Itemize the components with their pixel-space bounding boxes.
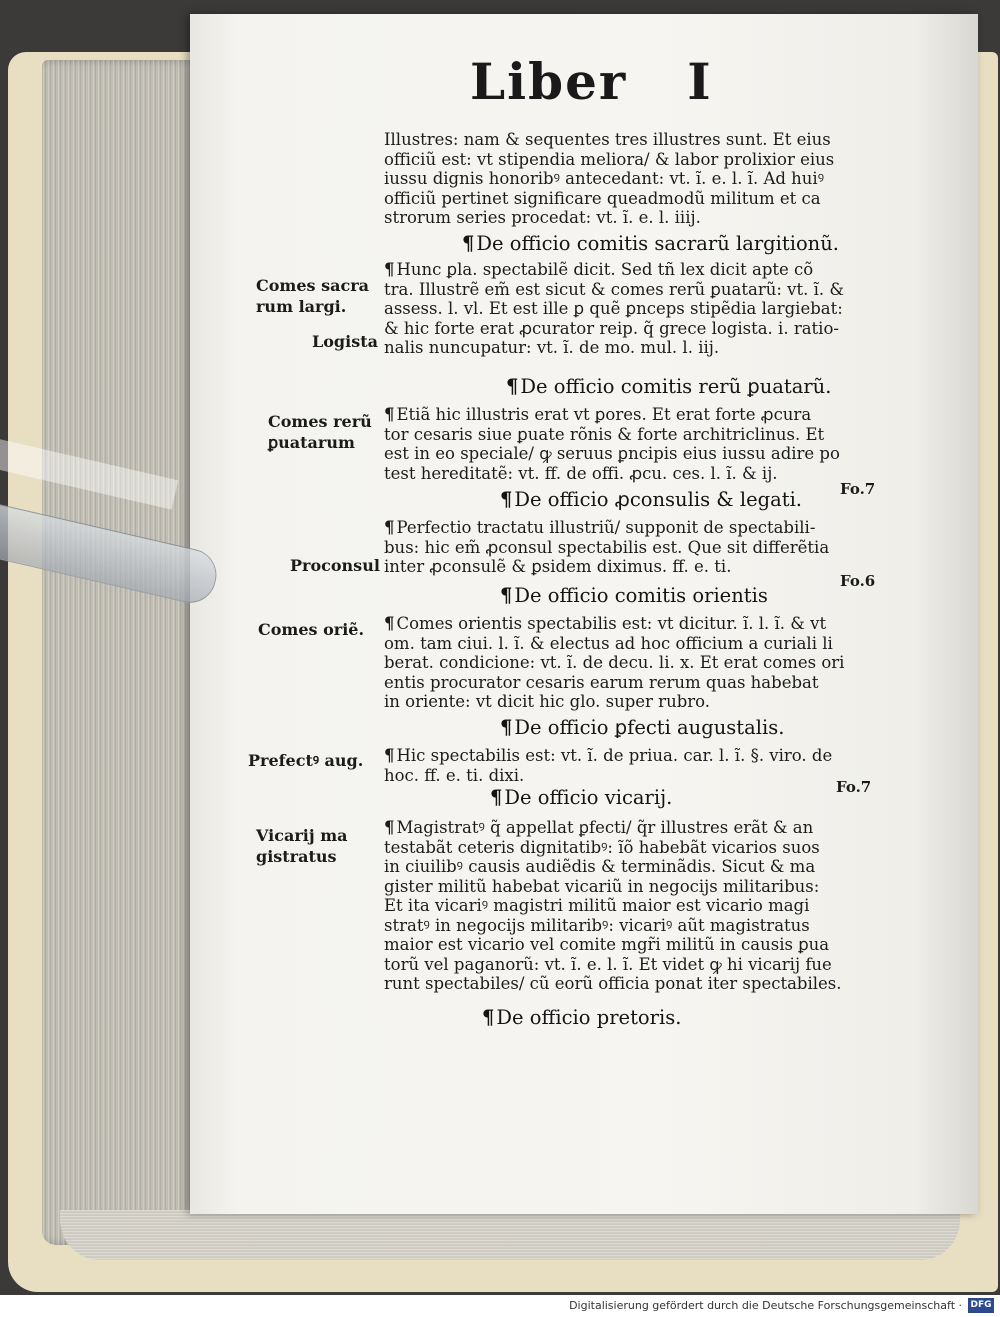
text-line: in ciuilibꝰ causis audiẽdis & terminãdis. Sicut & ma [384, 857, 816, 876]
text-line: stratꝰ in negocijs militaribꝰ: vicariꝰ aũt magistratus [384, 915, 810, 935]
pilcrow-icon: ¶ [384, 405, 395, 424]
section-body [384, 518, 904, 577]
pilcrow-icon: ¶ [490, 786, 503, 809]
bottom-page-edge [60, 1210, 960, 1260]
text-line: strorum series procedat: vt. ĩ. e. l. iiij. [384, 208, 701, 227]
section-heading [500, 488, 802, 511]
margin-note: ꝑuatarum [268, 433, 355, 452]
section-heading [462, 232, 839, 255]
section-heading [506, 375, 831, 398]
text-line: assess. l. vl. Et est ille ꝑ quẽ ꝑnceps stipẽdia largiebat: [384, 299, 843, 318]
margin-note: Comes sacra [256, 276, 370, 295]
margin-note: Vicarij ma [256, 826, 348, 845]
heading-text: De officio ꝑfecti augustalis. [514, 716, 785, 739]
pilcrow-icon: ¶ [384, 746, 395, 765]
text-line: est in eo speciale/ ꝙ seruus ꝑncipis eius iussu adire po [384, 444, 840, 463]
heading-text: De officio ꝓconsulis & legati. [514, 488, 802, 511]
text-line: nalis nuncupatur: vt. ĩ. de mo. mul. l. iij. [384, 338, 720, 357]
text-line: torũ vel paganorũ: vt. ĩ. e. l. ĩ. Et videt ꝙ hi vicarij fue [384, 954, 832, 974]
section-body [384, 746, 904, 785]
text-line: in oriente: vt dicit hic glo. super rubro. [384, 692, 711, 711]
section-heading [490, 786, 672, 809]
section-heading [500, 716, 784, 739]
text-line: hoc. ff. e. ti. dixi. [384, 765, 525, 785]
text-line: om. tam ciui. l. ĩ. & electus ad hoc officium a curiali li [384, 633, 833, 653]
text-line: tor cesaris siue ꝑuate rõnis & forte architriclinus. Et [384, 424, 825, 444]
section-heading [500, 584, 768, 607]
text-line: iussu dignis honoribꝰ antecedant: vt. ĩ. e. l. ĩ. Ad huiꝰ [384, 169, 825, 188]
text-line: berat. condicione: vt. ĩ. de decu. li. x. Et erat comes ori [384, 653, 845, 672]
text-line: ¶ Magistratꝰ q̃ appellat ꝑfecti/ q̃r illustres erãt & an [384, 818, 814, 837]
margin-note: Prefectꝰ aug. [248, 751, 364, 770]
pilcrow-icon: ¶ [462, 232, 475, 255]
page-header [470, 52, 713, 111]
text-line: maior est vicario vel comite mgr̃i militũ in causis ꝑua [384, 935, 830, 954]
text-line: Illustres: nam & sequentes tres illustres sunt. Et eius [384, 130, 831, 149]
section-body [384, 260, 904, 358]
margin-note: gistratus [256, 847, 337, 866]
text-line: Et ita vicariꝰ magistri militũ maior est vicario magi [384, 896, 810, 915]
dfg-logo-icon: DFG [968, 1298, 994, 1313]
margin-note: Logista [312, 332, 378, 351]
margin-note: Comes oriẽ. [258, 620, 365, 639]
pilcrow-icon: ¶ [384, 614, 395, 633]
text-line: runt spectabiles/ cũ eorũ officia ponat iter spectabiles. [384, 974, 842, 993]
section-body [384, 614, 904, 712]
folio-reference: Fo.7 [836, 778, 872, 796]
folio-reference: Fo.6 [840, 572, 876, 590]
section-body [384, 405, 904, 483]
opening-block [384, 130, 904, 228]
heading-text: De officio pretoris. [496, 1006, 682, 1029]
funding-credit: Digitalisierung gefördert durch die Deutsche Forschungsgemeinschaft · [569, 1299, 962, 1312]
text-line: test hereditatẽ: vt. ff. de offi. ꝓcu. ces. l. ĩ. & ij. [384, 463, 778, 483]
text-line: ¶ Etiã hic illustris erat vt ꝑores. Et erat forte ꝓcura [384, 405, 812, 424]
pilcrow-icon: ¶ [482, 1006, 495, 1029]
margin-note: rum largi. [256, 297, 347, 316]
margin-note: Proconsul [290, 556, 380, 575]
text-line: entis procurator cesaris earum rerum quas habebat [384, 672, 819, 692]
text-line: ¶ Hic spectabilis est: vt. ĩ. de priua. car. l. ĩ. §. viro. de [384, 746, 833, 765]
text-line: gister militũ habebat vicariũ in negocijs militaribus: [384, 876, 820, 896]
text-line: testabãt ceteris dignitatibꝰ: ĩõ habebãt vicarios suos [384, 837, 820, 857]
page-stack-edge [42, 60, 197, 1245]
heading-text: De officio vicarij. [504, 786, 673, 809]
margin-note: Comes rerũ [268, 412, 372, 431]
pilcrow-icon: ¶ [384, 518, 395, 537]
text-line: tra. Illustrẽ em̃ est sicut & comes rerũ ꝑuatarũ: vt. ĩ. & [384, 279, 845, 299]
text-line: inter ꝓconsulẽ & ꝑsidem diximus. ff. e. ti. [384, 557, 732, 576]
footer-bar [0, 1295, 1000, 1317]
text-line: bus: hic em̃ ꝓconsul spectabilis est. Que sit differẽtia [384, 537, 830, 557]
section-heading [482, 1006, 681, 1029]
text-line: & hic forte erat ꝓcurator reip. q̃ grece logista. i. ratio- [384, 318, 839, 338]
heading-text: De officio comitis rerũ ꝑuatarũ. [520, 375, 832, 398]
heading-text: De officio comitis sacrarũ largitionũ. [476, 232, 839, 255]
heading-text: De officio comitis orientis [514, 584, 768, 607]
header-numeral: I [687, 52, 713, 111]
pilcrow-icon: ¶ [384, 260, 395, 279]
header-word: Liber [470, 52, 628, 111]
text-line: ¶ Hunc ꝑla. spectabilẽ dicit. Sed tñ lex dicit apte cõ [384, 260, 814, 279]
pilcrow-icon: ¶ [500, 716, 513, 739]
text-line: ¶ Comes orientis spectabilis est: vt dicitur. ĩ. l. ĩ. & vt [384, 614, 827, 633]
pilcrow-icon: ¶ [500, 488, 513, 511]
text-line: officiũ pertinet significare queadmodũ militum et ca [384, 188, 821, 208]
text-line: ¶ Perfectio tractatu illustriũ/ supponit de spectabili- [384, 518, 816, 537]
text-line: officiũ est: vt stipendia meliora/ & labor prolixior eius [384, 149, 835, 169]
section-body [384, 818, 904, 994]
pilcrow-icon: ¶ [500, 584, 513, 607]
folio-reference: Fo.7 [840, 480, 876, 498]
pilcrow-icon: ¶ [506, 375, 519, 398]
pilcrow-icon: ¶ [384, 818, 395, 837]
